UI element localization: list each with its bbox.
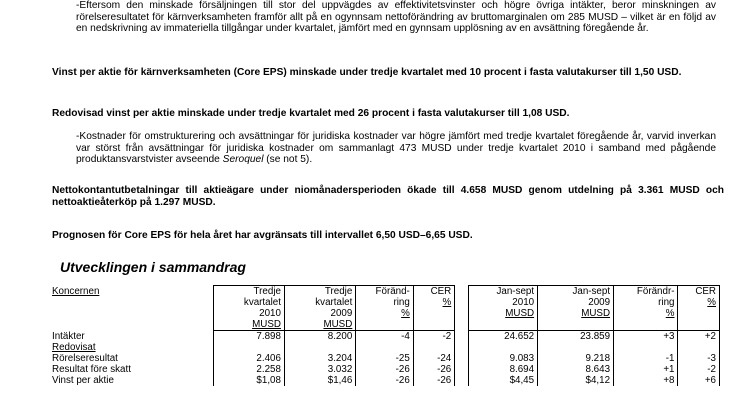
header-change-q [356,286,414,331]
cell-ytd-2009: $4,12 [538,375,614,386]
header-koncernen [52,286,213,331]
hdr-q3-2010-l4: MUSD [252,319,281,330]
table-row [52,331,720,343]
empty-cell [469,342,538,353]
hdr-ytd-2010-l3: MUSD [505,308,535,319]
hdr-q3-2009-l1: Tredje [324,286,353,297]
hdr-chg-ytd-l2: ring [658,297,675,308]
cell-ytd-2009: 23.859 [538,331,614,343]
header-cer-ytd [678,286,720,331]
cell-q3-2010: 2.406 [213,353,284,364]
cell-cer: -2 [413,331,454,343]
hdr-cer-l2: % [442,297,452,308]
cell-ytd-2009: 9.218 [538,353,614,364]
header-cer-q [413,286,454,331]
gap-cell [455,342,469,353]
hdr-ytd-2009-l1: Jan-sept [572,286,611,297]
guidance-statement: Prognosen för Core EPS för hela året har avgränsats till intervallet 6,50 USD–6,65 USD. [52,230,473,241]
header-q3-2010 [213,286,284,331]
cell-chg-ytd: +3 [614,331,678,343]
cell-cer-ytd: -2 [678,364,720,375]
hdr-q3-2009-l2: kvartalet [315,297,353,308]
header-label-text: Koncernen [52,285,100,297]
cell-q3-2009: 3.204 [284,353,355,364]
hdr-q3-2010-l3: 2010 [259,308,281,319]
cell-ytd-2009: 8.643 [538,364,614,375]
empty-cell [413,342,454,353]
cell-chg-ytd: +8 [614,375,678,386]
table-row [52,375,720,386]
empty-cell [284,342,355,353]
column-gap [455,286,469,331]
cell-chg: -25 [356,353,414,364]
header-q3-2009 [284,286,355,331]
hdr-q3-2009-l3: 2009 [330,308,353,319]
cell-q3-2010: $1,08 [213,375,284,386]
empty-cell [213,342,284,353]
cell-q3-2010: 7.898 [213,331,284,343]
hdr-q3-2010-l1: Tredje [253,286,281,297]
hdr-q3-2009-l4: MUSD [323,319,353,330]
row-label: Vinst per aktie [52,375,114,386]
cell-cer: -24 [413,353,454,364]
empty-cell [614,342,678,353]
hdr-ytd-2010-l1: Jan-sept [496,286,535,297]
table-section-row [52,342,720,353]
header-ytd-2009 [538,286,614,331]
section-label: Redovisat [52,342,96,353]
header-ytd-2010 [469,286,538,331]
gap-cell [455,331,469,343]
empty-cell [356,342,414,353]
bullet-costs [76,131,716,166]
hdr-ytd-2009-l3: MUSD [581,308,611,319]
table-header-row [52,286,720,331]
cell-q3-2009: $1,46 [284,375,355,386]
gap-cell [455,364,469,375]
hdr-chg-ytd-l3: % [665,308,675,319]
hdr-chg-l2: ring [393,297,410,308]
row-label: Resultat före skatt [52,364,131,375]
hdr-q3-2010-l2: kvartalet [243,297,281,308]
cell-ytd-2010: 8.694 [469,364,538,375]
costs-text-post: (se not 5). [263,154,313,166]
hdr-chg-l1: Föränd- [375,286,410,297]
section-title: Utvecklingen i sammandrag [60,259,246,275]
gap-cell [455,375,469,386]
hdr-chg-ytd-l1: Förändr- [636,286,675,297]
cell-q3-2010: 2.258 [213,364,284,375]
hdr-chg-l3: % [401,308,410,319]
hdr-ytd-2009-l2: 2009 [588,297,611,308]
reported-eps-statement: Redovisad vinst per aktie minskade under tredje kvartalet med 26 procent i fasta valutakurser till 1,08 USD. [52,108,570,119]
table-row [52,353,720,364]
hdr-cer-ytd-l2: % [707,297,716,308]
cell-chg: -4 [356,331,414,343]
header-change-ytd [614,286,678,331]
core-eps-statement: Vinst per aktie för kärnverksamheten (Core EPS) minskade under tredje kvartalet med 10 procent i fasta valutakurser till 1,50 USD. [52,67,682,78]
cell-cer: -26 [413,375,454,386]
cell-ytd-2010: 9.083 [469,353,538,364]
hdr-ytd-2010-l2: 2010 [512,297,535,308]
cell-cer-ytd: +6 [678,375,720,386]
table-row [52,364,720,375]
cell-chg-ytd: +1 [614,364,678,375]
cell-cer: -26 [413,364,454,375]
cell-cer-ytd: +2 [678,331,720,343]
row-label: Rörelseresultat [52,353,118,364]
empty-cell [538,342,614,353]
cell-chg-ytd: -1 [614,353,678,364]
empty-cell [678,342,720,353]
row-label: Intäkter [52,330,85,342]
cell-q3-2009: 3.032 [284,364,355,375]
costs-text-italic: Seroquel [222,154,264,166]
cell-ytd-2010: $4,45 [469,375,538,386]
cell-q3-2009: 8.200 [284,331,355,343]
cell-chg: -26 [356,364,414,375]
summary-table [52,285,720,386]
bullet-gross-margin: -Eftersom den minskade försäljningen till stor del uppvägdes av effektivitetsvinster och högre övriga intäkter, beror minskningen av rörelseresultatet för kärnverksamheten framför allt på en ogynnsam nettoförändring av bruttomarginalen om 285 MUSD – vilket är en följd av en nedskrivning av immateriella tillgångar under kvartalet, jämfört med en gynnsam upplösning av en avsättning föregående år. [76,0,716,35]
cell-ytd-2010: 24.652 [469,331,538,343]
costs-text-pre: -Kostnader för omstrukturering och avsättningar för juridiska kostnader var högre jämfört med tredje kvartalet föregående år, varvid inverkan var störst från avsättningar för juridiska kostnader om sammanlagt 473 MUSD under tredje kvartalet 2010 i samband med pågående produktansvarstvister avseende [76,131,716,166]
cell-chg: -26 [356,375,414,386]
cashflow-statement: Nettokontantutbetalningar till aktieägare under niomånadersperioden ökade till 4.658 MUSD genom utdelning på 3.361 MUSD och nettoaktieåterköp på 1.297 MUSD. [52,185,724,208]
gap-cell [455,353,469,364]
hdr-cer-ytd-l1: CER [695,286,716,297]
cell-cer-ytd: -3 [678,353,720,364]
hdr-cer-l1: CER [430,286,452,297]
